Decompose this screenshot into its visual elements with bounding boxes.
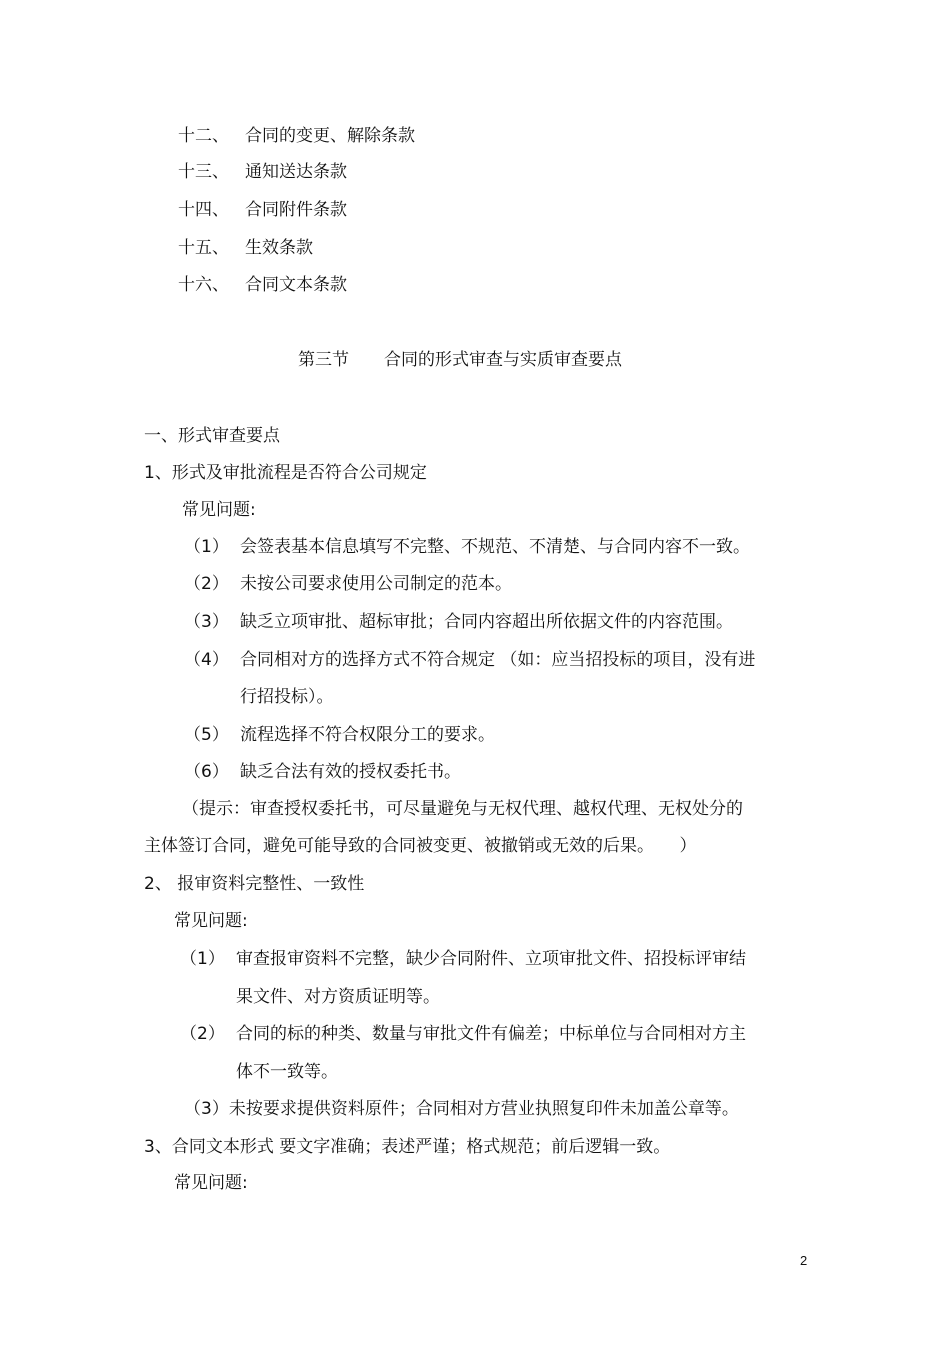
issue-item: （5） 流程选择不符合权限分工的要求。 [184,725,495,745]
issue-item-continuation: 体不一致等。 [236,1062,338,1082]
issue-item: （6） 缺乏合法有效的授权委托书。 [184,762,461,782]
issue-item: （1） 会签表基本信息填写不完整、不规范、不清楚、与合同内容不一致。 [184,537,750,557]
toc-item: 十六、 合同文本条款 [178,275,347,295]
common-issues-label: 常见问题: [174,911,248,931]
issue-item: （2） 合同的标的种类、数量与审批文件有偏差；中标单位与合同相对方主 [180,1024,746,1044]
issue-item: （1） 审查报审资料不完整，缺少合同附件、立项审批文件、招投标评审结 [180,949,746,969]
item-heading: 3、合同文本形式 要文字准确；表述严谨；格式规范；前后逻辑一致。 [144,1137,671,1157]
item-heading: 2、 报审资料完整性、一致性 [144,874,365,894]
common-issues-label: 常见问题: [182,500,256,520]
page-number: 2 [800,1253,808,1268]
item-heading: 1、形式及审批流程是否符合公司规定 [144,463,427,483]
issue-item: （2） 未按公司要求使用公司制定的范本。 [184,574,512,594]
issue-item-continuation: 行招投标）。 [240,687,334,707]
issue-item: （4） 合同相对方的选择方式不符合规定 （如：应当招投标的项目，没有进 [184,650,756,670]
toc-item: 十四、 合同附件条款 [178,200,347,220]
part-heading: 一、形式审查要点 [144,426,280,446]
section-title: 第三节 合同的形式审查与实质审查要点 [298,350,622,370]
issue-item: （3）未按要求提供资料原件；合同相对方营业执照复印件未加盖公章等。 [184,1099,739,1119]
issue-item-continuation: 果文件、对方资质证明等。 [236,987,440,1007]
common-issues-label: 常见问题: [174,1173,248,1193]
toc-item: 十五、 生效条款 [178,238,313,258]
note-text-continuation: 主体签订合同，避免可能导致的合同被变更、被撤销或无效的后果。 ） [144,836,697,856]
issue-item: （3） 缺乏立项审批、超标审批；合同内容超出所依据文件的内容范围。 [184,612,733,632]
toc-item: 十二、 合同的变更、解除条款 [178,126,415,146]
toc-item: 十三、 通知送达条款 [178,162,347,182]
note-text: （提示：审查授权委托书，可尽量避免与无权代理、越权代理、无权处分的 [182,799,743,819]
